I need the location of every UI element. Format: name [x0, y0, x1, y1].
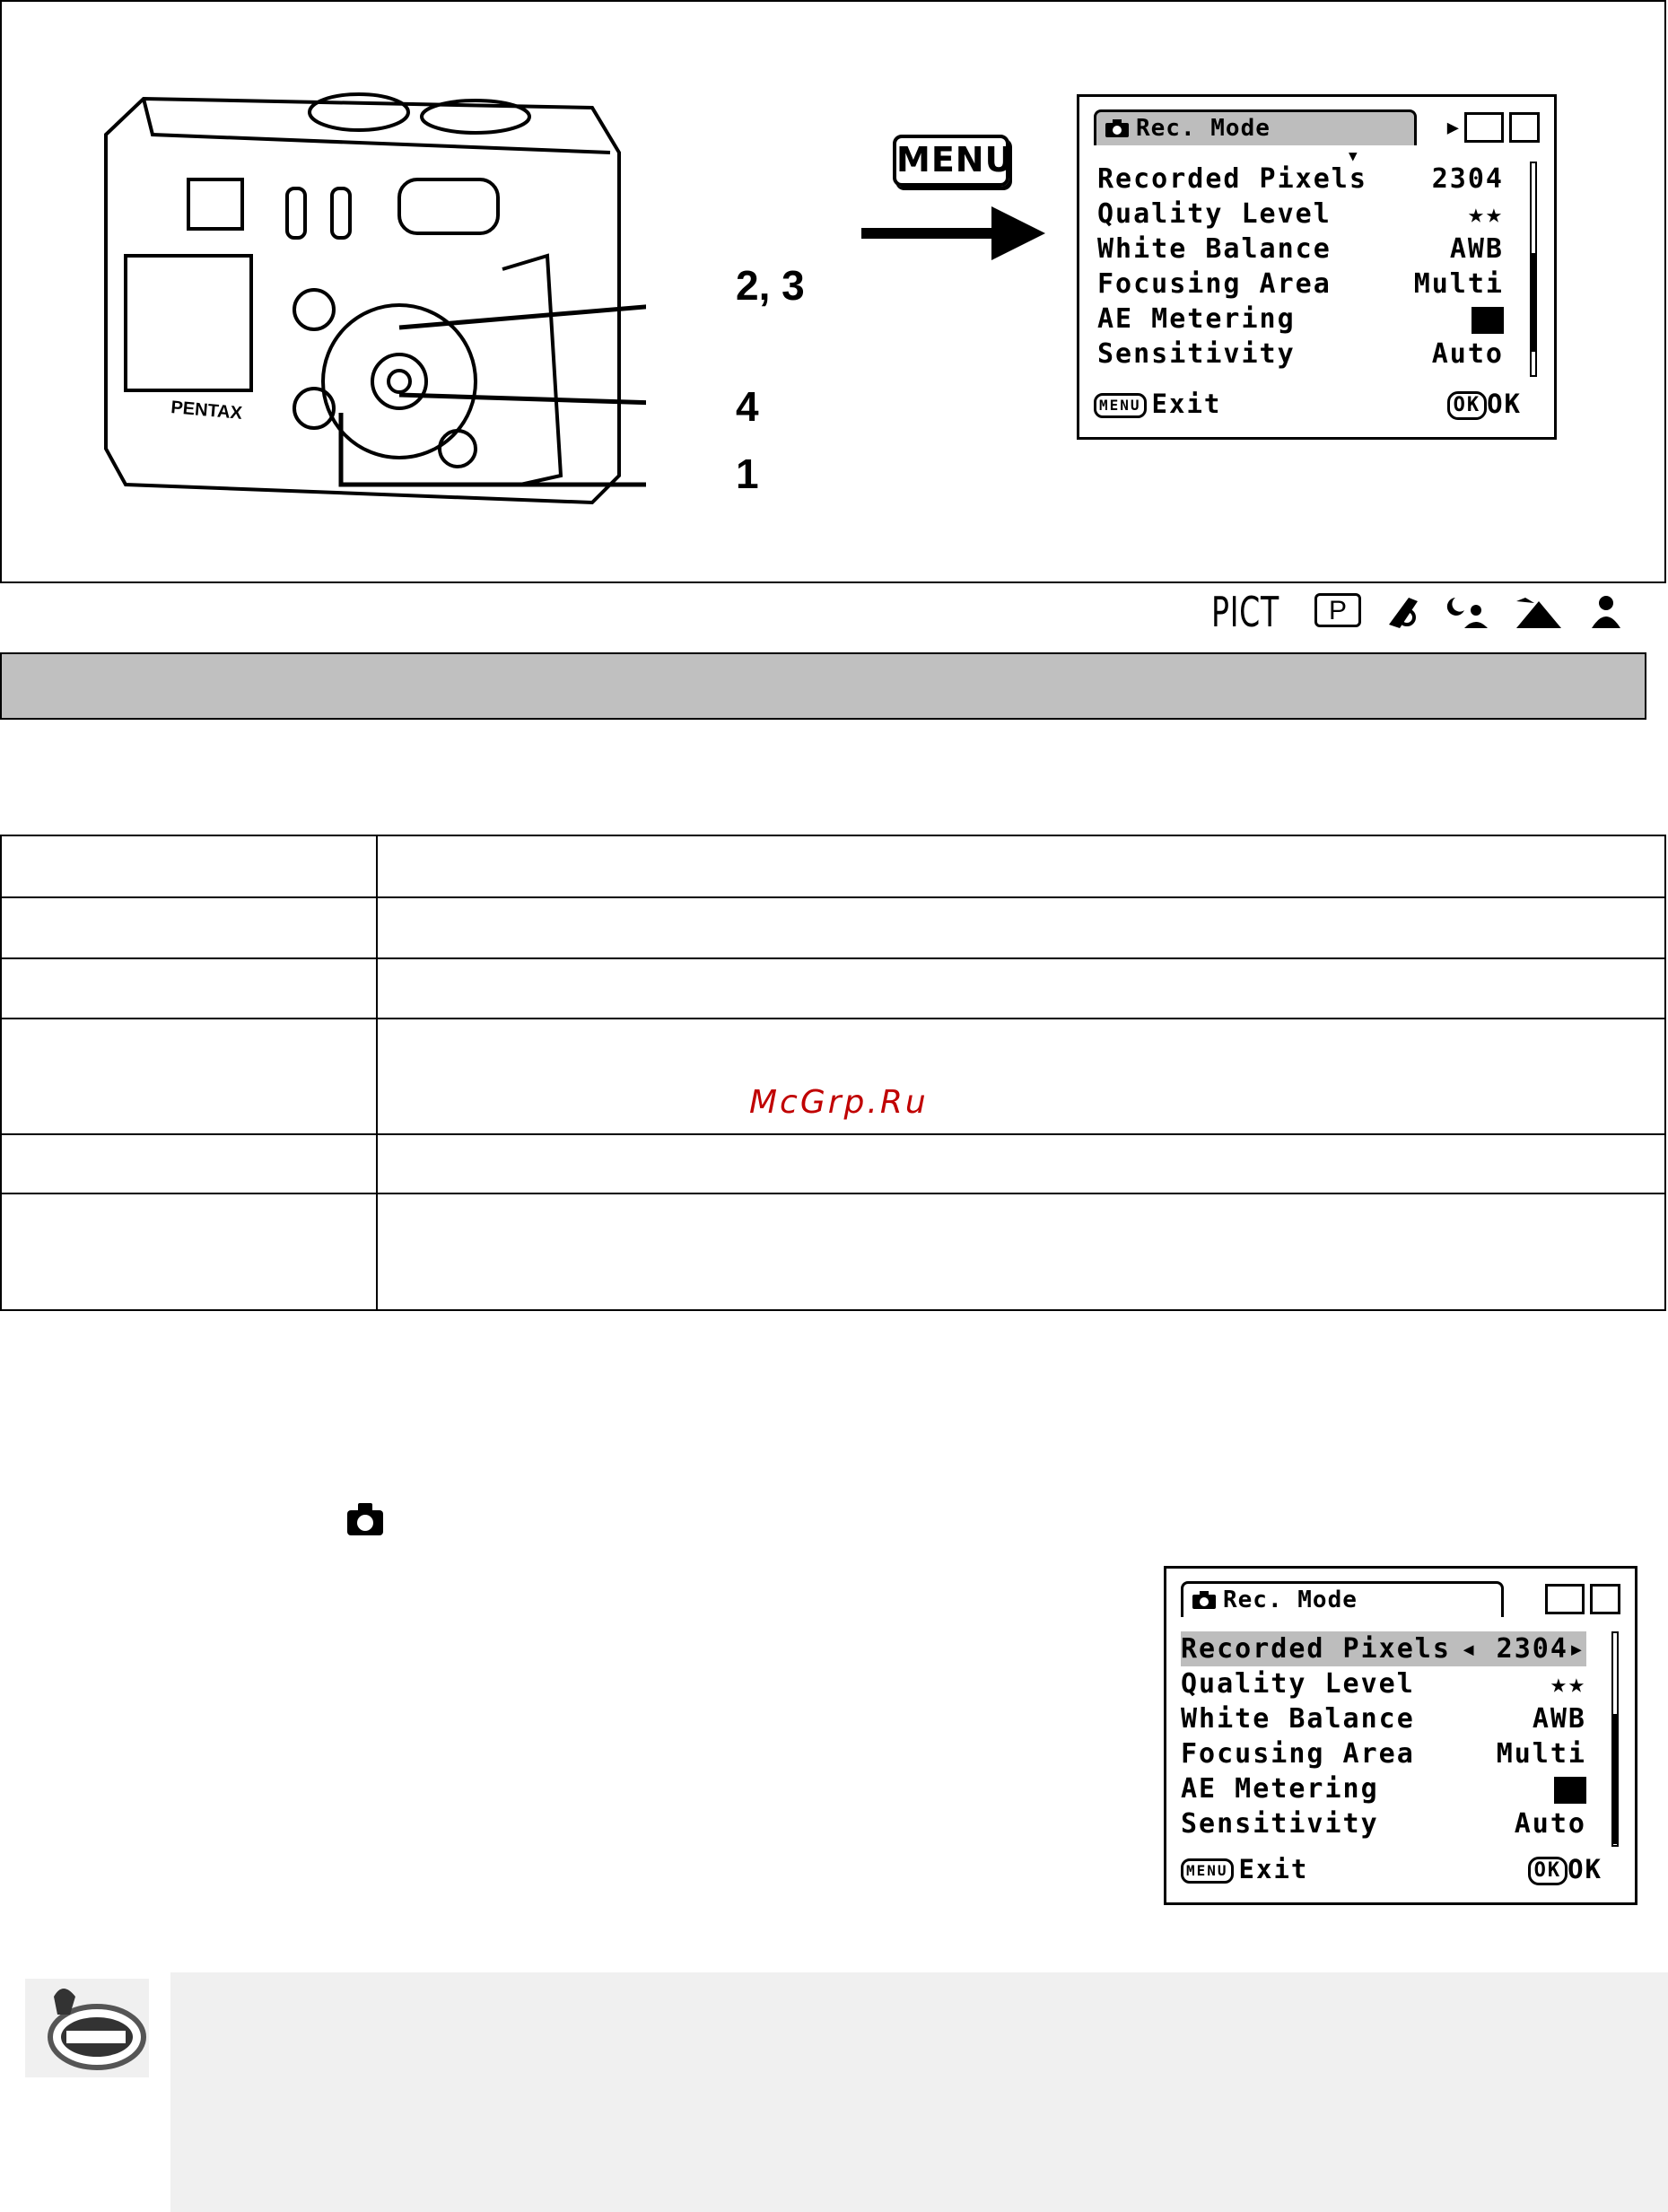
landscape-icon: [1516, 598, 1561, 628]
tab-rec-mode: [1094, 109, 1417, 145]
pict-mode-icon: PICT: [1211, 588, 1279, 636]
lcd-tab-bar: [1094, 109, 1540, 145]
portrait-icon: [1592, 596, 1620, 628]
camera-icon: [1105, 119, 1129, 137]
menu-key: MENU: [893, 135, 1009, 187]
memo-icon: [25, 1979, 149, 2077]
tab-rec-mode-label: Rec. Mode: [1223, 1587, 1358, 1613]
row-quality-level: Quality Level ★★: [1097, 198, 1504, 230]
triangle-right-icon: ▶: [1446, 116, 1459, 139]
metering-icon: [1472, 302, 1504, 337]
row-ae-metering: AE Metering: [1097, 302, 1504, 337]
setup-tab-icon: [1590, 1584, 1620, 1614]
row-focusing-area: Focusing Area Multi: [1181, 1738, 1586, 1770]
footer-ok: OK: [1487, 389, 1522, 419]
scrollbar: [1611, 1631, 1619, 1847]
camera-illustration: [90, 54, 646, 520]
lcd-footer: [1094, 389, 1540, 419]
row-ae-metering: AE Metering: [1181, 1771, 1586, 1806]
mode-icons-row: [1211, 588, 1642, 637]
scrollbar: [1530, 162, 1537, 377]
table-row: [1, 1193, 1665, 1310]
lcd-tab-bar: [1181, 1581, 1620, 1617]
triangle-down-icon: ▼: [1349, 147, 1358, 164]
lcd-rows: [1181, 1631, 1586, 1841]
table-row: [1, 958, 1665, 1019]
night-scene-icon: [1447, 598, 1488, 628]
footer-exit: Exit: [1238, 1854, 1309, 1884]
metering-icon: [1554, 1771, 1586, 1806]
footer-exit: Exit: [1151, 389, 1222, 419]
lcd-rec-mode-menu-selected: [1164, 1566, 1637, 1905]
camera-icon: [345, 1501, 385, 1537]
callout-1: 1: [736, 450, 759, 497]
lcd-rec-mode-menu: [1077, 94, 1557, 440]
tab-icons: [1545, 1581, 1620, 1617]
callout-4: 4: [736, 383, 759, 430]
menu-chip: MENU: [1094, 393, 1147, 418]
memo-box: [170, 1972, 1668, 2212]
row-recorded-pixels: Recorded Pixels 2304: [1097, 163, 1504, 195]
row-focusing-area: Focusing Area Multi: [1097, 268, 1504, 300]
menu-chip: MENU: [1181, 1858, 1234, 1884]
scene-mode-icons: [1382, 592, 1633, 633]
table-row: [1, 835, 1665, 897]
tab-rec-mode: [1181, 1581, 1504, 1617]
setup-tab-icon: [1509, 112, 1540, 143]
lcd-rows: [1097, 162, 1504, 372]
footer-ok: OK: [1568, 1854, 1603, 1884]
playback-tab-icon: [1464, 112, 1504, 143]
row-white-balance: White Balance AWB: [1181, 1703, 1586, 1735]
ok-chip: OK: [1447, 391, 1488, 420]
tab-icons: [1447, 109, 1540, 145]
row-white-balance: White Balance AWB: [1097, 233, 1504, 265]
ok-chip: OK: [1528, 1857, 1568, 1885]
row-recorded-pixels: Recorded Pixels ◂ 2304▸: [1181, 1633, 1586, 1665]
svg-text:PENTAX: PENTAX: [170, 398, 243, 424]
watermark: McGrp.Ru: [749, 1084, 929, 1121]
playback-tab-icon: [1545, 1584, 1585, 1614]
portrait-flash-icon: [1389, 598, 1418, 628]
lcd-footer: [1181, 1854, 1620, 1884]
right-arrow-icon: [861, 202, 1050, 265]
row-sensitivity: Sensitivity Auto: [1181, 1808, 1586, 1840]
section-header-bar: [0, 652, 1646, 720]
row-sensitivity: Sensitivity Auto: [1097, 338, 1504, 370]
settings-table: [0, 835, 1666, 1311]
table-row: [1, 1134, 1665, 1193]
program-mode-icon: P: [1314, 593, 1361, 627]
callout-2-3: 2, 3: [736, 262, 805, 309]
tab-rec-mode-label: Rec. Mode: [1136, 115, 1271, 142]
row-quality-level: Quality Level ★★: [1181, 1668, 1586, 1700]
camera-icon: [1192, 1591, 1216, 1609]
table-row: [1, 897, 1665, 958]
